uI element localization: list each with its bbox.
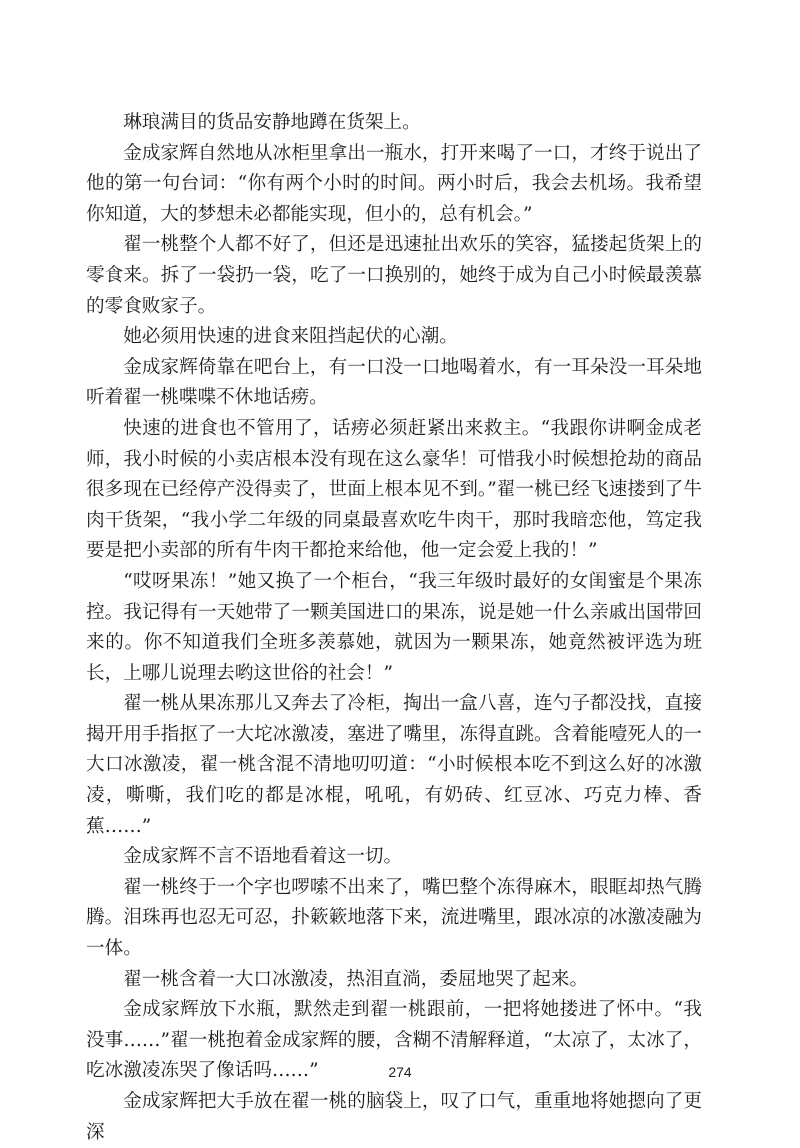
paragraph: 金成家辉倚靠在吧台上，有一口没一口地喝着水，有一耳朵没一耳朵地听着翟一桃喋喋不休地话痨。 xyxy=(86,356,702,409)
paragraph: 琳琅满目的货品安静地蹲在货架上。 xyxy=(123,112,421,133)
paragraph: 金成家辉不言不语地看着这一切。 xyxy=(123,846,403,868)
paragraph: 翟一桃含着一大口冰激凌，热泪直淌，委屈地哭了起来。 xyxy=(123,968,589,990)
paragraph: 翟一桃从果冻那儿又奔去了冷柜，掏出一盒八喜，连勺子都没找，直接揭开用手指抠了一大坨冰激凌，塞进了嘴里，冻得直跳。含着能噎死人的一大口冰激凌，翟一桃含混不清地叨叨道：“小时候根本吃不到这么好的冰激凌，嘶嘶，我们吃的都是冰棍，吼吼，有奶砖、红豆冰、巧克力棒、香蕉……” xyxy=(86,693,702,837)
paragraph: 她必须用快速的进食来阻挡起伏的心潮。 xyxy=(123,326,458,348)
paragraph: 金成家辉把大手放在翟一桃的脑袋上，叹了口气，重重地将她摁向了更深 xyxy=(86,1091,702,1143)
paragraph: 翟一桃整个人都不好了，但还是迅速扯出欢乐的笑容，猛搂起货架上的零食来。拆了一袋扔一袋，吃了一口换别的，她终于成为自己小时候最羡慕的零食败家子。 xyxy=(86,234,702,317)
page-number: 274 xyxy=(388,1064,412,1080)
paragraph: 金成家辉自然地从冰柜里拿出一瓶水，打开来喝了一口，才终于说出了他的第一句台词：“你有两个小时的时间。两小时后，我会去机场。我希望你知道，大的梦想未必都能实现，但小的，总有机会。” xyxy=(86,142,702,225)
paragraph: 快速的进食也不管用了，话痨必须赶紧出来救主。“我跟你讲啊金成老师，我小时候的小卖店根本没有现在这么豪华！可惜我小时候想抢劫的商品很多现在已经停产没得卖了，世面上根本见不到。”翟一桃已经飞速搂到了牛肉干货架，“我小学二年级的同桌最喜欢吃牛肉干，那时我暗恋他，笃定我要是把小卖部的所有牛肉干都抢来给他，他一定会爱上我的！” xyxy=(86,417,702,562)
paragraph: “哎呀果冻！”她又换了一个柜台，“我三年级时最好的女闺蜜是个果冻控。我记得有一天她带了一颗美国进口的果冻，说是她一什么亲戚出国带回来的。你不知道我们全班多羡慕她，就因为一颗果冻，她竟然被评选为班长，上哪儿说理去哟这世俗的社会！” xyxy=(86,570,702,684)
body-text xyxy=(86,108,702,1148)
paragraph: 翟一桃终于一个字也啰嗦不出来了，嘴巴整个冻得麻木，眼眶却热气腾腾。泪珠再也忍无可忍，扑簌簌地落下来，流进嘴里，跟冰凉的冰激凌融为一体。 xyxy=(86,876,702,960)
paragraph: 金成家辉放下水瓶，默然走到翟一桃跟前，一把将她搂进了怀中。“我没事……”翟一桃抱着金成家辉的腰，含糊不清解释道，“太凉了，太冰了，吃冰激凌冻哭了像话吗……” xyxy=(86,999,702,1082)
